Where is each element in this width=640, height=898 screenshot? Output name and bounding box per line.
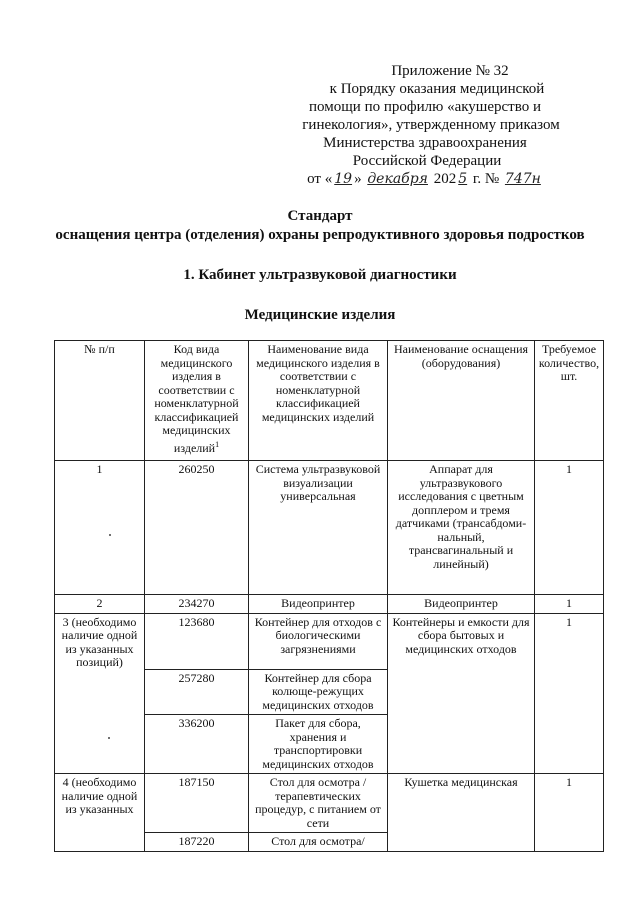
row-code: 260250 [145,461,249,595]
annex-line-6: Российской Федерации [352,153,502,169]
section-heading: 1. Кабинет ультразвуковой диагностики [183,267,457,283]
row-kind: Контейнер для сбора колюще-режущих медицинских отходов [249,669,388,715]
scan-speck [108,737,110,739]
row-code: 123680 [145,613,249,669]
row-number: 3 (необходимо наличие одной из указанных позиций) [55,613,145,774]
annex-line-2: к Порядку оказания медицинской [329,81,545,97]
table-row [55,774,604,833]
equipment-table [54,340,604,852]
annex-line-4: гинекология», утвержденному приказом [302,117,560,133]
annex-date-line [250,170,590,188]
row-equipment: Аппарат для ультразвукового исследования с цветным допплером и тремя датчиками (трансабдоми-нальный, трансвагинальный и линейный) [388,461,535,595]
header-equipment: Наименование оснащения (оборудования) [388,341,535,461]
date-year-label: г. № [472,171,500,187]
subsection-heading: Медицинские изделия [244,307,396,323]
row-number: 1 [55,461,145,595]
annex-header [250,62,590,188]
row-equipment: Видеопринтер [388,595,535,614]
row-code: 257280 [145,669,249,715]
row-kind: Стол для осмотра/ [249,833,388,852]
row-quantity: 1 [535,595,604,614]
row-kind: Стол для осмотра /терапевтических процедур, с питанием от сети [249,774,388,833]
order-number-handwritten: 747н [504,171,541,187]
row-quantity: 1 [535,613,604,774]
date-prefix: от « [307,171,333,187]
date-month-handwritten: декабря [367,171,428,187]
standard-subtitle: оснащения центра (отделения) охраны репродуктивного здоровья подростков [55,227,585,243]
row-quantity: 1 [535,461,604,595]
header-kind: Наименование вида медицинского изделия в соответствии с номенклатурной классификацией медицинских изделий [249,341,388,461]
row-equipment: Контейнеры и емкости для сбора бытовых и медицинских отходов [388,613,535,774]
header-code-footnote: 1 [215,439,220,449]
annex-title: Приложение № 32 [391,63,509,79]
table-row [55,613,604,669]
row-kind: Контейнер для отходов с биологическими загрязнениями [249,613,388,669]
header-number: № п/п [55,341,145,461]
row-code: 234270 [145,595,249,614]
row-kind: Пакет для сбора, хранения и транспортировки медицинских отходов [249,715,388,774]
row-code: 336200 [145,715,249,774]
row-number: 4 (необходимо наличие одной из указанных [55,774,145,852]
row-code: 187220 [145,833,249,852]
annex-line-3: помощи по профилю «акушерство и [309,99,541,115]
row-kind: Видеопринтер [249,595,388,614]
table-row [55,595,604,614]
header-code-text: Код вида медицинского изделия в соответствии с номенклатурной классификацией медицинских изделий [154,342,239,455]
row-kind: Система ультразвуковой визуализации универсальная [249,461,388,595]
date-year-handwritten: 5 [458,171,468,187]
annex-line-5: Министерства здравоохранения [323,135,527,151]
row-quantity: 1 [535,774,604,852]
header-quantity: Требуемое количество, шт. [535,341,604,461]
date-separator: » [354,171,362,187]
row-code: 187150 [145,774,249,833]
scan-speck [109,534,111,536]
date-day-handwritten: 19 [334,171,353,187]
row-number: 2 [55,595,145,614]
standard-title: Стандарт [287,208,353,224]
header-code [145,341,249,461]
date-year-prefix: 202 [433,171,457,187]
table-row [55,461,604,595]
table-header-row [55,341,604,461]
row-equipment: Кушетка медицинская [388,774,535,852]
